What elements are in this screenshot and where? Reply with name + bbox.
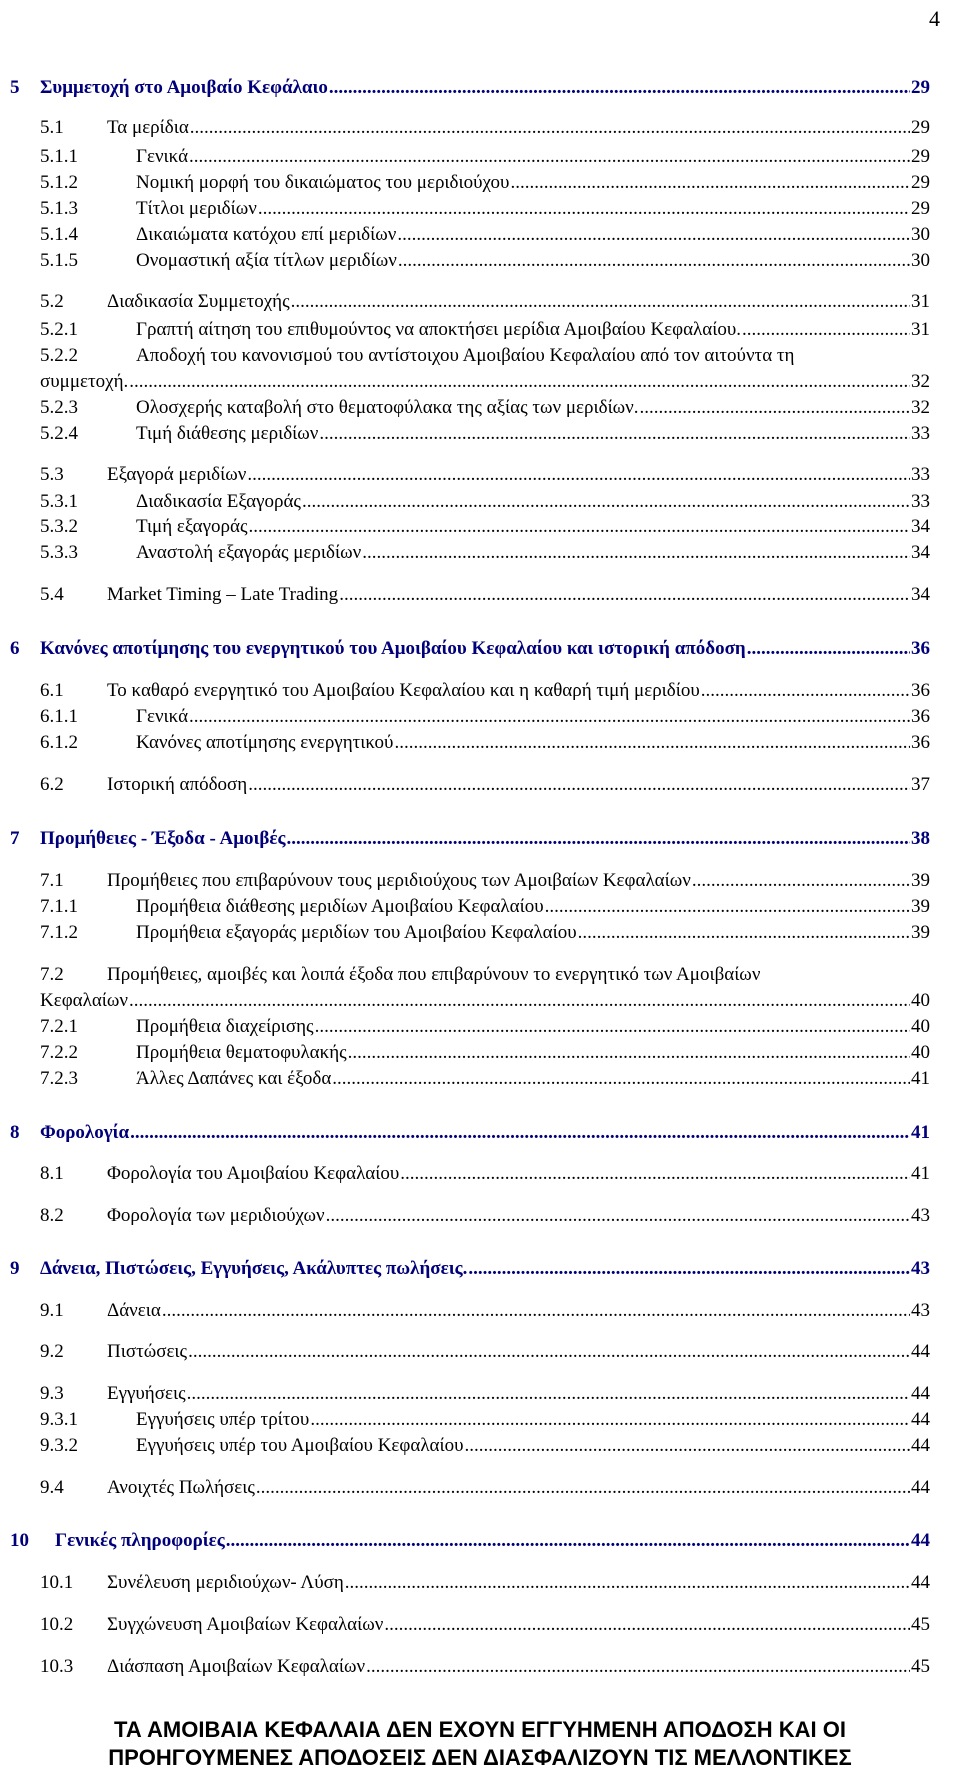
toc-title: Τίτλοι μεριδίων — [136, 198, 257, 219]
toc-leader — [291, 290, 910, 314]
toc-leader — [187, 1382, 910, 1406]
toc-number: 6.2 — [40, 774, 64, 795]
toc-page: 43 — [911, 1300, 930, 1321]
toc-entry[interactable] — [40, 1067, 930, 1091]
toc-page: 31 — [911, 291, 930, 312]
toc-title: Εγγυήσεις υπέρ του Αμοιβαίου Κεφαλαίου — [136, 1435, 464, 1456]
toc-page: 36 — [911, 706, 930, 727]
toc-entry[interactable] — [40, 1655, 930, 1679]
toc-title: Φορολογία — [40, 1122, 130, 1143]
toc-entry[interactable] — [40, 370, 930, 394]
toc-entry[interactable] — [40, 116, 930, 140]
toc-page: 39 — [911, 922, 930, 943]
toc-number: 5.2.2 — [40, 345, 78, 366]
toc-page: 29 — [911, 172, 930, 193]
toc-entry[interactable] — [40, 1382, 930, 1406]
toc-number: 6 — [10, 638, 20, 659]
toc-leader — [326, 1204, 910, 1228]
toc-title: Συνέλευση μεριδιούχων- Λύση — [107, 1572, 344, 1593]
page-number: 4 — [929, 6, 940, 31]
toc-page: 29 — [911, 117, 930, 138]
toc-page: 32 — [911, 397, 930, 418]
toc-title: Κανόνες αποτίμησης ενεργητικού — [136, 732, 394, 753]
toc-number: 9.3 — [40, 1383, 64, 1404]
toc-leader — [226, 1529, 910, 1553]
toc-entry[interactable] — [10, 1121, 930, 1145]
toc-title: Διάσπαση Αμοιβαίων Κεφαλαίων — [107, 1656, 366, 1677]
toc-title: Ιστορική απόδοση — [107, 774, 248, 795]
toc-entry[interactable] — [40, 1408, 930, 1432]
toc-leader — [578, 921, 910, 945]
toc-entry[interactable] — [40, 515, 930, 539]
toc-page: 44 — [911, 1341, 930, 1362]
toc-entry[interactable] — [40, 396, 930, 420]
toc-title: Προμήθεια εξαγοράς μεριδίων του Αμοιβαίου Κεφαλαίου — [136, 922, 577, 943]
toc-leader — [258, 197, 910, 221]
toc-number: 10.1 — [40, 1572, 74, 1593]
toc-page: 44 — [911, 1530, 930, 1551]
toc-leader — [366, 1655, 910, 1679]
toc-title: Προμήθειες που επιβαρύνουν τους μεριδιούχους των Αμοιβαίων Κεφαλαίων — [107, 870, 691, 891]
toc-title: Γενικά — [136, 146, 189, 167]
toc-leader — [362, 541, 910, 565]
toc-leader — [345, 1571, 910, 1595]
toc-entry[interactable] — [40, 197, 930, 221]
toc-page: 39 — [911, 870, 930, 891]
toc-entry[interactable] — [40, 869, 930, 893]
toc-page: 36 — [911, 680, 930, 701]
toc-entry[interactable] — [40, 1476, 930, 1500]
toc-entry[interactable] — [40, 773, 930, 797]
toc-page: 41 — [911, 1163, 930, 1184]
toc-entry[interactable] — [40, 223, 930, 247]
toc-entry[interactable] — [40, 422, 930, 446]
toc-title: Άλλες Δαπάνες και έξοδα — [136, 1068, 332, 1089]
toc-title: Διαδικασία Συμμετοχής — [107, 291, 290, 312]
toc-page: 30 — [911, 250, 930, 271]
toc-number: 5.1.1 — [40, 146, 78, 167]
toc-entry[interactable] — [40, 1613, 930, 1637]
toc-number: 5.1.3 — [40, 198, 78, 219]
toc-entry[interactable] — [40, 249, 930, 273]
toc-leader — [256, 1476, 910, 1500]
toc-title: Διαδικασία Εξαγοράς — [136, 491, 301, 512]
toc-page: 44 — [911, 1383, 930, 1404]
toc-title: Το καθαρό ενεργητικό του Αμοιβαίου Κεφαλαίου και η καθαρή τιμή μεριδίου — [107, 680, 700, 701]
toc-number: 5.2 — [40, 291, 64, 312]
toc-entry[interactable] — [40, 1015, 930, 1039]
toc-number: 9.1 — [40, 1300, 64, 1321]
toc-number: 9.3.1 — [40, 1409, 78, 1430]
toc-title: Αποδοχή του κανονισμού του αντίστοιχου Αμοιβαίου Κεφαλαίου από τον αιτούντα τη — [136, 345, 795, 366]
toc-page: 31 — [911, 319, 930, 340]
toc-page: 43 — [911, 1258, 930, 1279]
toc-page: 44 — [911, 1435, 930, 1456]
toc-title: Εγγυήσεις — [107, 1383, 186, 1404]
toc-page: 29 — [911, 198, 930, 219]
toc-page: 44 — [911, 1572, 930, 1593]
toc-page: 41 — [911, 1068, 930, 1089]
toc-title: Δάνεια — [107, 1300, 161, 1321]
toc-page: 30 — [911, 224, 930, 245]
toc-leader — [162, 1299, 910, 1323]
toc-number: 10.3 — [40, 1656, 74, 1677]
toc-entry[interactable] — [40, 1162, 930, 1186]
toc-leader — [248, 773, 910, 797]
toc-leader — [747, 637, 910, 661]
toc-leader — [248, 515, 910, 539]
toc-number: 5.1.5 — [40, 250, 78, 271]
toc-title: Προμήθεια διαχείρισης — [136, 1016, 314, 1037]
toc-page: 38 — [911, 828, 930, 849]
toc-entry[interactable] — [40, 705, 930, 729]
toc-title: Πιστώσεις — [107, 1341, 188, 1362]
toc-number: 9.3.2 — [40, 1435, 78, 1456]
toc-title: Νομική μορφή του δικαιώματος του μεριδιούχου — [136, 172, 510, 193]
toc-page: 32 — [911, 371, 930, 392]
toc-page: 40 — [911, 990, 930, 1011]
toc-page: 33 — [911, 464, 930, 485]
toc-page: 44 — [911, 1477, 930, 1498]
toc-number: 9 — [10, 1258, 20, 1279]
toc-title: Τιμή διάθεσης μεριδίων — [136, 423, 319, 444]
toc-page: 44 — [911, 1409, 930, 1430]
toc-number: 7.2 — [40, 964, 64, 985]
toc-leader — [400, 1162, 910, 1186]
toc-leader — [384, 1613, 910, 1637]
toc-number: 7.2.2 — [40, 1042, 78, 1063]
toc-page: 34 — [911, 516, 930, 537]
toc-entry[interactable] — [40, 290, 930, 314]
toc-page: 34 — [911, 584, 930, 605]
toc-title: Προμήθειες, αμοιβές και λοιπά έξοδα που επιβαρύνουν το ενεργητικό των Αμοιβαίων — [107, 964, 761, 985]
toc-entry[interactable] — [40, 989, 930, 1013]
toc-number: 7.2.3 — [40, 1068, 78, 1089]
toc-title: Γενικά — [136, 706, 189, 727]
toc-entry[interactable] — [10, 637, 930, 661]
toc-leader — [545, 895, 910, 919]
toc-entry[interactable] — [10, 1257, 930, 1281]
toc-title: Συμμετοχή στο Αμοιβαίο Κεφάλαιο — [40, 77, 328, 98]
toc-entry[interactable] — [40, 1204, 930, 1228]
toc-number: 8.1 — [40, 1163, 64, 1184]
toc-title: Market Timing – Late Trading — [107, 584, 339, 605]
toc-number: 5.2.1 — [40, 319, 78, 340]
toc-title: Αναστολή εξαγοράς μεριδίων — [136, 542, 362, 563]
toc-leader — [310, 1408, 910, 1432]
toc-leader — [247, 463, 910, 487]
toc-entry[interactable] — [40, 1340, 930, 1364]
toc-title-continued: συμμετοχή. — [40, 371, 129, 392]
toc-number: 5.2.4 — [40, 423, 78, 444]
toc-title: Προμήθεια θεματοφυλακής — [136, 1042, 347, 1063]
toc-leader — [129, 370, 910, 394]
toc-entry[interactable] — [10, 76, 930, 100]
toc-page: 45 — [911, 1656, 930, 1677]
toc-entry[interactable] — [40, 731, 930, 755]
toc-title: Προμήθειες - Έξοδα - Αμοιβές — [40, 828, 286, 849]
toc-number: 8.2 — [40, 1205, 64, 1226]
toc-page: 29 — [911, 77, 930, 98]
toc-number: 5.3.3 — [40, 542, 78, 563]
toc-entry[interactable] — [40, 895, 930, 919]
toc-title: Συγχώνευση Αμοιβαίων Κεφαλαίων — [107, 1614, 384, 1635]
toc-number: 7.2.1 — [40, 1016, 78, 1037]
toc-title: Φορολογία των μεριδιούχων — [107, 1205, 325, 1226]
toc-title: Κανόνες αποτίμησης του ενεργητικού του Αμοιβαίου Κεφαλαίου και ιστορική απόδοση — [40, 638, 746, 659]
toc-title: Ολοσχερής καταβολή στο θεματοφύλακα της αξίας των μεριδίων. — [136, 397, 639, 418]
toc-entry[interactable] — [40, 1041, 930, 1065]
toc-leader — [692, 869, 910, 893]
toc-leader — [302, 490, 910, 514]
toc-page: 34 — [911, 542, 930, 563]
toc-entry[interactable] — [40, 583, 930, 607]
toc-page: 40 — [911, 1016, 930, 1037]
toc-page: 37 — [911, 774, 930, 795]
toc-leader — [398, 249, 910, 273]
toc-leader — [319, 422, 910, 446]
toc-title: Προμήθεια διάθεσης μεριδίων Αμοιβαίου Κεφαλαίου — [136, 896, 544, 917]
toc-leader — [332, 1067, 910, 1091]
toc-entry[interactable] — [40, 463, 930, 487]
toc-page: 33 — [911, 491, 930, 512]
toc-title: Γραπτή αίτηση του επιθυμούντος να αποκτήσει μερίδια Αμοιβαίου Κεφαλαίου. — [136, 319, 741, 340]
toc-page: 40 — [911, 1042, 930, 1063]
toc-entry-first-line[interactable] — [40, 344, 794, 368]
toc-number: 5.2.3 — [40, 397, 78, 418]
toc-leader — [640, 396, 910, 420]
toc-leader — [287, 827, 911, 851]
toc-number: 9.4 — [40, 1477, 64, 1498]
toc-entry[interactable] — [10, 827, 930, 851]
toc-title-continued: Κεφαλαίων — [40, 990, 128, 1011]
toc-number: 8 — [10, 1122, 20, 1143]
toc-leader — [394, 731, 910, 755]
toc-page: 39 — [911, 896, 930, 917]
toc-title: Εγγυήσεις υπέρ τρίτου — [136, 1409, 310, 1430]
toc-page: 36 — [911, 638, 930, 659]
toc-leader — [315, 1015, 910, 1039]
toc-entry[interactable] — [40, 171, 930, 195]
toc-title: Ανοιχτές Πωλήσεις — [107, 1477, 255, 1498]
toc-number: 7.1.1 — [40, 896, 78, 917]
toc-number: 5.1.2 — [40, 172, 78, 193]
disclaimer-line-1: ΤΑ ΑΜΟΙΒΑΙΑ ΚΕΦΑΛΑΙΑ ΔΕΝ ΕΧΟΥΝ ΕΓΓΥΗΜΕΝΗ ΑΠΟΔΟΣΗ ΚΑΙ ΟΙ — [114, 1717, 846, 1742]
toc-number: 10.2 — [40, 1614, 74, 1635]
toc-page: 29 — [911, 146, 930, 167]
toc-number: 7.1 — [40, 870, 64, 891]
toc-page: 43 — [911, 1205, 930, 1226]
toc-title: Γενικές πληροφορίες — [55, 1530, 225, 1551]
toc-number: 6.1 — [40, 680, 64, 701]
toc-entry[interactable] — [10, 1529, 930, 1553]
toc-page: 36 — [911, 732, 930, 753]
toc-number: 9.2 — [40, 1341, 64, 1362]
toc-entry[interactable] — [40, 1434, 930, 1458]
toc-leader — [465, 1434, 910, 1458]
toc-number: 6.1.1 — [40, 706, 78, 727]
toc-entry[interactable] — [40, 318, 930, 342]
toc-title: Τα μερίδια — [107, 117, 189, 138]
toc-leader — [701, 679, 910, 703]
toc-leader — [510, 171, 910, 195]
toc-leader — [190, 116, 910, 140]
toc-number: 5 — [10, 77, 20, 98]
toc-number: 5.1 — [40, 117, 64, 138]
disclaimer-line-2: ΠΡΟΗΓΟΥΜΕΝΕΣ ΑΠΟΔΟΣΕΙΣ ΔΕΝ ΔΙΑΣΦΑΛΙΖΟΥΝ ΤΙΣ ΜΕΛΛΟΝΤΙΚΕΣ — [108, 1745, 852, 1770]
toc-leader — [130, 1121, 910, 1145]
toc-page: 33 — [911, 423, 930, 444]
toc-title: Ονομαστική αξία τίτλων μεριδίων — [136, 250, 397, 271]
toc-leader — [348, 1041, 910, 1065]
toc-page: 45 — [911, 1614, 930, 1635]
toc-title: Δικαιώματα κατόχου επί μεριδίων — [136, 224, 397, 245]
toc-number: 5.4 — [40, 584, 64, 605]
toc-number: 5.3 — [40, 464, 64, 485]
toc-entry[interactable] — [40, 541, 930, 565]
toc-number: 5.3.1 — [40, 491, 78, 512]
toc-entry[interactable] — [40, 1299, 930, 1323]
toc-entry-first-line[interactable] — [40, 963, 760, 987]
toc-leader — [329, 76, 910, 100]
toc-leader — [189, 145, 910, 169]
toc-entry[interactable] — [40, 679, 930, 703]
toc-title: Εξαγορά μεριδίων — [107, 464, 247, 485]
toc-entry[interactable] — [40, 921, 930, 945]
toc-title: Δάνεια, Πιστώσεις, Εγγυήσεις, Ακάλυπτες πωλήσεις. — [40, 1258, 468, 1279]
toc-leader — [188, 1340, 910, 1364]
toc-entry[interactable] — [40, 490, 930, 514]
toc-number: 5.3.2 — [40, 516, 78, 537]
toc-number: 5.1.4 — [40, 224, 78, 245]
toc-leader — [397, 223, 910, 247]
toc-entry[interactable] — [40, 145, 930, 169]
toc-leader — [189, 705, 910, 729]
toc-number: 6.1.2 — [40, 732, 78, 753]
toc-title: Φορολογία του Αμοιβαίου Κεφαλαίου — [107, 1163, 400, 1184]
toc-leader — [742, 318, 910, 342]
toc-leader — [129, 989, 910, 1013]
toc-number: 7.1.2 — [40, 922, 78, 943]
toc-number: 10 — [10, 1530, 29, 1551]
toc-entry[interactable] — [40, 1571, 930, 1595]
toc-number: 7 — [10, 828, 20, 849]
toc-leader — [468, 1257, 910, 1281]
toc-title: Τιμή εξαγοράς — [136, 516, 248, 537]
toc-leader — [339, 583, 910, 607]
toc-page: 41 — [911, 1122, 930, 1143]
